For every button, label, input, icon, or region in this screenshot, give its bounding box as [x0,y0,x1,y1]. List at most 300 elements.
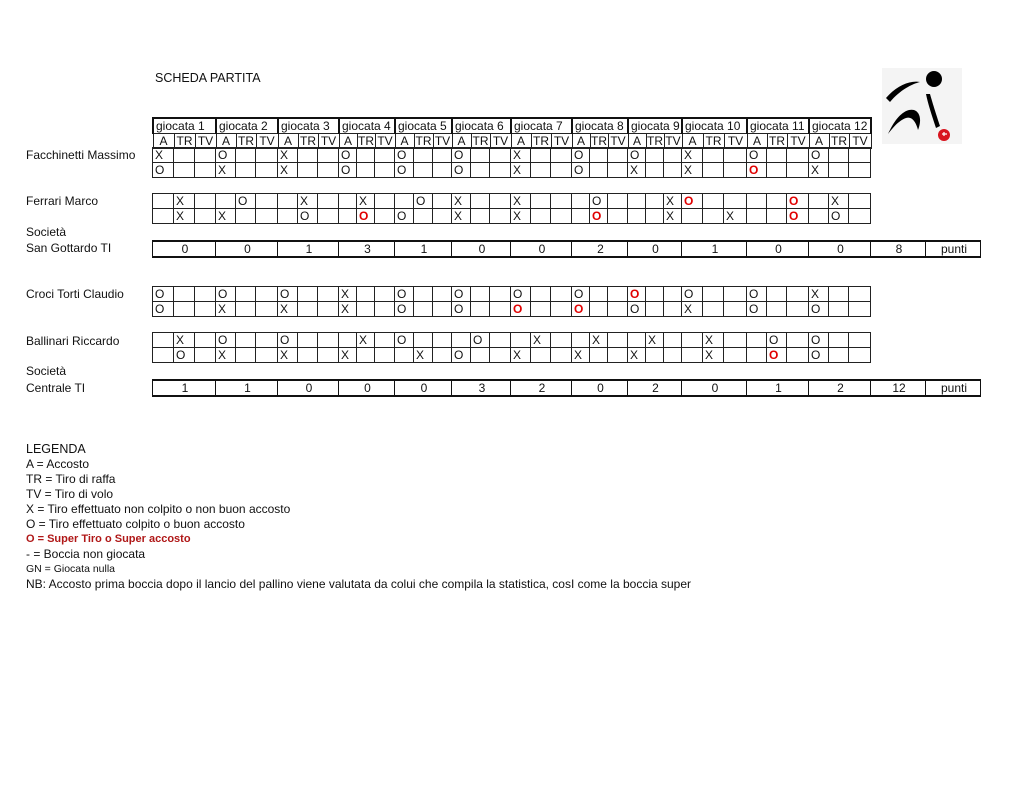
empty-cell [628,209,646,224]
legend-item: X = Tiro effettuato non colpito o non buon accosto [26,502,291,516]
shot-cell: X [452,209,471,224]
empty-cell [646,209,664,224]
shot-cell: X [572,348,590,363]
empty-cell [195,348,216,363]
player-name: Croci Torti Claudio [26,287,124,301]
empty-cell [339,194,357,209]
shot-cell: O [767,333,787,348]
empty-cell [339,209,357,224]
legend [26,442,691,592]
player-name: Facchinetti Massimo [26,148,136,162]
empty-cell [236,333,256,348]
page-title: SCHEDA PARTITA [155,71,261,85]
empty-cell [318,287,339,302]
subcol-header-a: A [153,134,174,149]
legend-item-super: O = Super Tiro o Super accosto [26,533,191,545]
empty-cell [298,163,318,178]
empty-cell [767,287,787,302]
player-grid [152,147,871,178]
giocata-score [395,241,452,257]
boccia-row [153,348,871,363]
boccia-row [153,148,871,163]
empty-cell [433,333,452,348]
empty-cell [551,302,572,317]
shot-cell: O [809,333,829,348]
shot-cell: X [682,148,703,163]
empty-cell [531,348,551,363]
shot-cell: O [628,302,646,317]
giocata-score [278,380,339,396]
shot-cell: O [153,163,174,178]
team-name: Centrale TI [26,381,86,395]
subcol-header-tv: TV [490,134,511,149]
giocata-header: giocata 11 [747,118,809,134]
empty-cell [375,209,395,224]
empty-cell [195,287,216,302]
empty-cell [551,348,572,363]
empty-cell [490,348,511,363]
giocata-header: giocata 2 [216,118,278,134]
score-value: 3 [478,381,486,395]
empty-cell [590,287,608,302]
empty-cell [511,333,531,348]
subcol-header-tr: TR [238,134,254,148]
empty-cell [433,287,452,302]
subcol-header-tr: TR [831,134,847,148]
empty-cell [174,163,195,178]
empty-cell [298,302,318,317]
empty-cell [531,163,551,178]
empty-cell [298,333,318,348]
subcol-header-tr: TR [174,134,195,149]
giocata-score [395,380,452,396]
shot-cell: X [531,333,551,348]
giocata-header: giocata 9 [628,118,682,134]
empty-cell [318,348,339,363]
empty-cell [646,348,664,363]
giocata-score [216,241,278,257]
boccia-row [153,287,871,302]
empty-cell [682,348,703,363]
giocata-score [628,380,682,396]
shot-cell: O [747,163,767,178]
shot-cell: O [829,209,849,224]
shot-cell: O [511,302,531,317]
score-value: 0 [538,242,546,256]
team-total [871,241,926,257]
empty-cell [590,163,608,178]
empty-cell [608,209,628,224]
empty-cell [829,302,849,317]
empty-cell [849,333,871,348]
giocata-score [339,380,395,396]
empty-cell [298,348,318,363]
giocata-score [628,241,682,257]
empty-cell [646,287,664,302]
empty-cell [849,302,871,317]
subcol-header-tr: TR [415,134,432,148]
score-value: 1 [775,381,782,395]
player-grid [152,286,871,317]
empty-cell [471,209,490,224]
shot-cell: X [414,348,433,363]
subcol-header-tr: TR [703,134,724,149]
boccia-row [153,194,871,209]
empty-cell [471,163,490,178]
shot-cell: O [787,209,809,224]
subcol-header-tr: TR [300,134,316,148]
empty-cell [682,209,703,224]
shot-cell: O [452,163,471,178]
subcol-header-tv: TV [787,134,809,149]
shot-cell: O [452,287,471,302]
empty-cell [724,333,747,348]
score-value: 0 [478,242,486,256]
empty-cell [256,302,278,317]
subcol-header-a: A [216,134,236,149]
empty-cell [572,209,590,224]
empty-cell [608,348,628,363]
empty-cell [195,302,216,317]
team-name: San Gottardo TI [26,241,112,255]
empty-cell [278,194,298,209]
empty-cell [628,333,646,348]
subcol-header-tr: TR [533,134,549,148]
empty-cell [471,194,490,209]
empty-cell [471,148,490,163]
score-value: 0 [652,242,659,256]
empty-cell [682,333,703,348]
total-value: 8 [895,242,903,256]
empty-cell [724,302,747,317]
subcol-header-tr: TR [647,134,663,148]
empty-cell [236,163,256,178]
subcol-header-tv: TV [195,134,216,149]
giocata-score [452,380,511,396]
empty-cell [471,348,490,363]
shot-cell: O [452,302,471,317]
shot-cell: O [395,148,414,163]
shot-cell: O [787,194,809,209]
shot-cell: O [339,163,357,178]
subcol-header-tv: TV [256,134,278,149]
giocata-score [278,241,339,257]
societa-label: Società [26,225,67,239]
giocata-header: giocata 1 [153,118,216,134]
score-value: 2 [597,242,604,256]
giocata-score [747,241,809,257]
empty-cell [357,163,375,178]
subcol-header-tr: TR [769,134,785,148]
empty-cell [787,333,809,348]
score-value: 0 [305,381,313,395]
subcol-header-a: A [452,134,471,149]
shot-cell: X [682,163,703,178]
empty-cell [357,287,375,302]
shot-cell: X [628,163,646,178]
giocata-score [747,380,809,396]
shot-cell: O [216,333,236,348]
empty-cell [747,194,767,209]
empty-cell [236,287,256,302]
shot-cell: X [339,302,357,317]
shot-cell: O [153,287,174,302]
empty-cell [849,148,871,163]
subcol-header-tv: TV [318,134,339,149]
empty-cell [256,287,278,302]
empty-cell [414,287,433,302]
empty-cell [829,333,849,348]
empty-cell [195,148,216,163]
shot-cell: O [395,287,414,302]
shot-cell: X [357,194,375,209]
player-name: Ballinari Riccardo [26,334,120,348]
empty-cell [829,148,849,163]
giocata-header: giocata 10 [682,118,747,134]
empty-cell [703,209,724,224]
shot-cell: X [511,194,531,209]
shot-cell: O [572,287,590,302]
empty-cell [551,209,572,224]
points-unit [926,241,981,257]
points-label: punti [940,242,968,256]
score-value: 1 [305,242,313,256]
empty-cell [318,148,339,163]
score-value: 1 [711,242,719,256]
empty-cell [471,302,490,317]
empty-cell [433,194,452,209]
giocata-score [153,380,216,396]
subcol-header-a: A [395,134,414,149]
score-value: 0 [597,381,604,395]
empty-cell [433,148,452,163]
empty-cell [452,333,471,348]
giocata-score [511,380,572,396]
empty-cell [174,148,195,163]
empty-cell [747,333,767,348]
shot-cell: O [747,302,767,317]
empty-cell [490,209,511,224]
giocata-score [216,380,278,396]
giocata-score [809,380,871,396]
empty-cell [195,163,216,178]
empty-cell [414,148,433,163]
empty-cell [375,194,395,209]
shot-cell: X [216,209,236,224]
shot-cell: O [682,287,703,302]
empty-cell [664,163,682,178]
empty-cell [703,148,724,163]
empty-cell [531,148,551,163]
shot-cell: O [395,302,414,317]
empty-cell [664,333,682,348]
empty-cell [849,348,871,363]
subcol-header-a: A [572,134,590,149]
empty-cell [490,148,511,163]
shot-cell: O [747,148,767,163]
giocata-header: giocata 7 [511,118,572,134]
score-value: 0 [837,242,844,256]
empty-cell [395,348,414,363]
score-value: 0 [244,242,251,256]
empty-cell [375,333,395,348]
subcol-header-a: A [809,134,829,149]
empty-cell [572,194,590,209]
shot-cell: X [511,209,531,224]
legend-item: TR = Tiro di raffa [26,472,116,486]
empty-cell [256,333,278,348]
shot-cell: O [414,194,433,209]
empty-cell [787,348,809,363]
empty-cell [236,148,256,163]
empty-cell [395,194,414,209]
subcol-header-a: A [682,134,703,149]
empty-cell [256,348,278,363]
giocata-score [511,241,572,257]
shot-cell: O [298,209,318,224]
subcol-header-tv: TV [849,134,871,149]
empty-cell [433,209,452,224]
giocata-score [682,380,747,396]
score-value: 1 [420,242,428,256]
giocata-score [809,241,871,257]
shot-cell: X [298,194,318,209]
legend-item: - = Boccia non giocata [26,547,146,561]
shot-cell: X [174,209,195,224]
empty-cell [608,194,628,209]
empty-cell [490,194,511,209]
shot-cell: O [216,287,236,302]
shot-cell: X [646,333,664,348]
giocata-score [572,380,628,396]
empty-cell [849,209,871,224]
empty-cell [414,302,433,317]
player-grid [152,193,871,224]
shot-cell: X [511,163,531,178]
empty-cell [724,287,747,302]
points-unit [926,380,981,396]
empty-cell [414,333,433,348]
shot-cell: X [628,348,646,363]
empty-cell [414,163,433,178]
subcol-header-tv: TV [665,134,681,148]
subcol-header-a: A [278,134,298,149]
empty-cell [703,302,724,317]
shot-cell: X [664,194,682,209]
empty-cell [664,348,682,363]
shot-cell: X [216,348,236,363]
empty-cell [195,194,216,209]
empty-cell [195,333,216,348]
shot-cell: X [724,209,747,224]
shot-cell: X [278,348,298,363]
empty-cell [153,194,174,209]
shot-cell: O [572,148,590,163]
team-total [871,380,926,396]
shot-cell: O [590,209,608,224]
legend-item: GN = Giocata nulla [26,563,116,575]
empty-cell [608,148,628,163]
shot-cell: O [572,163,590,178]
empty-cell [809,209,829,224]
empty-cell [646,194,664,209]
legend-item: O = Tiro effettuato colpito o buon accosto [26,517,245,531]
shot-cell: X [703,348,724,363]
empty-cell [256,148,278,163]
empty-cell [608,287,628,302]
shot-cell: X [664,209,682,224]
shot-cell: X [682,302,703,317]
legend-title: LEGENDA [26,442,86,456]
shot-cell: X [357,333,375,348]
empty-cell [531,209,551,224]
empty-cell [318,194,339,209]
empty-cell [646,302,664,317]
shot-cell: O [278,333,298,348]
empty-cell [724,348,747,363]
empty-cell [375,287,395,302]
score-row [153,380,981,396]
empty-cell [490,333,511,348]
shot-cell: X [278,163,298,178]
empty-cell [703,287,724,302]
empty-cell [829,287,849,302]
legend-note: NB: Accosto prima boccia dopo il lancio del pallino viene valutata da colui che compila la statistica, cosI come la boccia super [26,577,692,591]
empty-cell [433,163,452,178]
empty-cell [236,348,256,363]
empty-cell [256,209,278,224]
giocata-score [682,241,747,257]
empty-cell [375,302,395,317]
shot-cell: O [339,148,357,163]
empty-cell [551,148,572,163]
empty-cell [787,287,809,302]
empty-cell [646,163,664,178]
empty-cell [829,348,849,363]
empty-cell [767,163,787,178]
shot-cell: X [216,163,236,178]
player-grid [152,332,871,363]
empty-cell [551,333,572,348]
empty-cell [414,209,433,224]
giocata-header: giocata 12 [809,118,871,134]
score-value: 1 [181,381,189,395]
subcol-header-a: A [339,134,357,149]
player-name: Ferrari Marco [26,194,99,208]
empty-cell [318,333,339,348]
empty-cell [153,348,174,363]
shot-cell: O [452,148,471,163]
shot-cell: X [829,194,849,209]
empty-cell [551,163,572,178]
shot-cell: O [590,194,608,209]
shot-cell: O [395,163,414,178]
giocata-score [153,241,216,257]
shot-cell: O [153,302,174,317]
shot-cell: O [682,194,703,209]
empty-cell [357,302,375,317]
subcol-header-tv: TV [608,134,628,149]
empty-cell [375,348,395,363]
empty-cell [174,302,195,317]
score-value: 0 [420,381,428,395]
empty-cell [375,148,395,163]
giocata-header: giocata 6 [452,118,511,134]
shot-cell: O [236,194,256,209]
shot-cell: X [174,194,195,209]
empty-cell [298,148,318,163]
bocce-player-logo [882,68,962,144]
